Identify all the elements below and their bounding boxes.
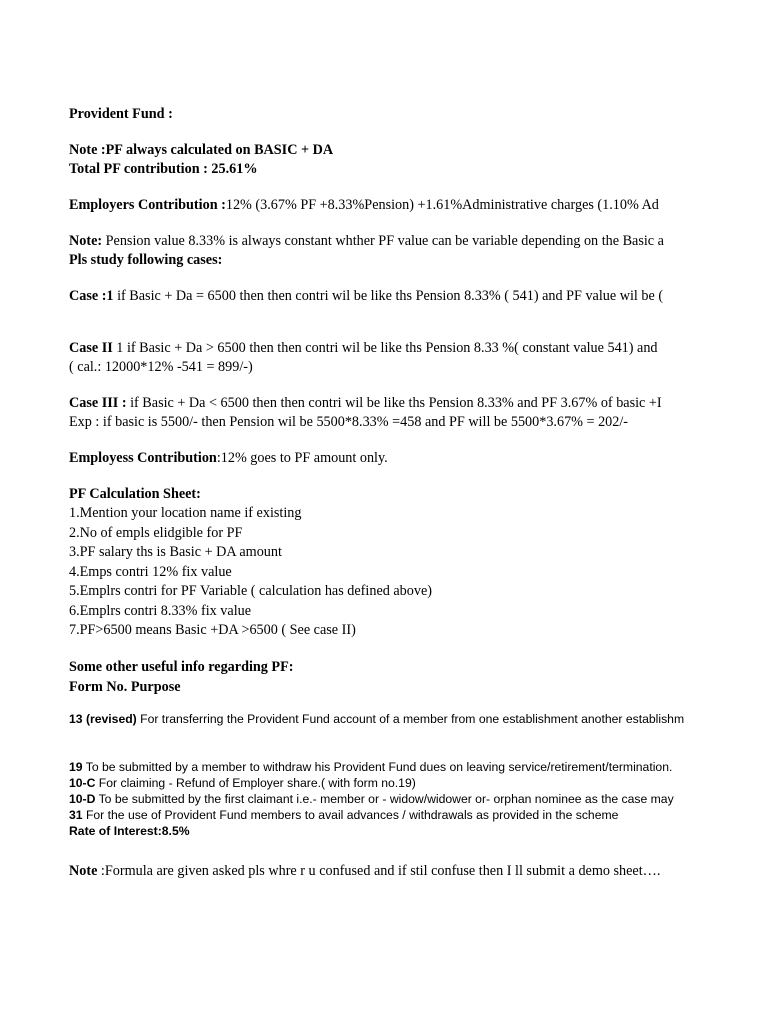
list-item: 4.Emps contri 12% fix value [69, 564, 232, 580]
employees-contribution-line [69, 449, 697, 467]
case-2-calculation: ( cal.: 12000*12% -541 = 899/-) [69, 359, 253, 375]
form-number: 10-C [69, 776, 96, 790]
form-purpose: For the use of Provident Fund members to avail advances / withdrawals as provided in the scheme [82, 808, 619, 822]
list-item: 1.Mention your location name if existing [69, 505, 302, 521]
employees-contribution-label: Employess Contribution [69, 450, 217, 466]
form-number: 31 [69, 808, 83, 822]
form-number: 13 (revised) [69, 712, 137, 726]
case-3-example: Exp : if basic is 5500/- then Pension wil be 5500*8.33% =458 and PF will be 5500*3.67% = 202/- [69, 414, 629, 430]
employers-contribution-line [69, 196, 697, 214]
case-2-label: Case II [69, 340, 113, 356]
case-1-label: Case :1 [69, 288, 114, 304]
form-row [69, 712, 697, 727]
note-basic-da: Note :PF always calculated on BASIC + DA [69, 142, 334, 158]
case-2-line [69, 339, 697, 357]
list-item: 5.Emplrs contri for PF Variable ( calculation has defined above) [69, 583, 432, 599]
form-row [69, 760, 697, 775]
case-3-line [69, 394, 697, 412]
pension-note-label: Note: [69, 233, 103, 249]
form-purpose: To be submitted by the first claimant i.e.- member or - widow/widower or- orphan nominee as the case may [95, 792, 674, 806]
rate-of-interest: Rate of Interest:8.5% [69, 824, 190, 838]
final-note-line [69, 862, 697, 880]
form-table-header: Form No. Purpose [69, 679, 181, 695]
pension-note-line [69, 232, 697, 250]
form-purpose: For transferring the Provident Fund account of a member from one establishment another establishm [136, 712, 685, 726]
employers-contribution-text: 12% (3.67% PF +8.33%Pension) +1.61%Administrative charges (1.10% Ad [225, 197, 659, 213]
pf-calculation-sheet-heading: PF Calculation Sheet: [69, 486, 201, 502]
employers-contribution-label: Employers Contribution : [69, 197, 226, 213]
form-number: 10-D [69, 792, 96, 806]
other-info-heading: Some other useful info regarding PF: [69, 659, 294, 675]
case-3-label: Case III : [69, 395, 127, 411]
total-pf-contribution: Total PF contribution : 25.61% [69, 161, 258, 177]
form-number: 19 [69, 760, 83, 774]
employees-contribution-text: :12% goes to PF amount only. [216, 450, 388, 466]
list-item: 7.PF>6500 means Basic +DA >6500 ( See case II) [69, 622, 356, 638]
form-purpose: To be submitted by a member to withdraw his Provident Fund dues on leaving service/retirement/termination. [82, 760, 673, 774]
case-1-line [69, 287, 697, 305]
list-item: 6.Emplrs contri 8.33% fix value [69, 603, 252, 619]
study-cases-heading: Pls study following cases: [69, 252, 223, 268]
final-note-label: Note [69, 863, 98, 879]
pension-note-text: Pension value 8.33% is always constant whther PF value can be variable depending on the Basic a [102, 233, 664, 249]
form-row [69, 792, 697, 807]
final-note-text: :Formula are given asked pls whre r u confused and if stil confuse then I ll submit a demo sheet…. [97, 863, 661, 879]
list-item: 3.PF salary ths is Basic + DA amount [69, 544, 282, 560]
case-3-text: if Basic + Da < 6500 then then contri wil be like ths Pension 8.33% and PF 3.67% of basic +I [126, 395, 662, 411]
document-heading: Provident Fund : [69, 106, 173, 122]
case-1-text: if Basic + Da = 6500 then then contri wil be like ths Pension 8.33% ( 541) and PF value wil be ( [113, 288, 664, 304]
list-item: 2.No of empls elidgible for PF [69, 525, 243, 541]
form-row [69, 776, 697, 791]
case-2-text: 1 if Basic + Da > 6500 then then contri wil be like ths Pension 8.33 %( constant value 541) and [112, 340, 658, 356]
form-row [69, 808, 697, 823]
form-purpose: For claiming - Refund of Employer share.( with form no.19) [95, 776, 416, 790]
